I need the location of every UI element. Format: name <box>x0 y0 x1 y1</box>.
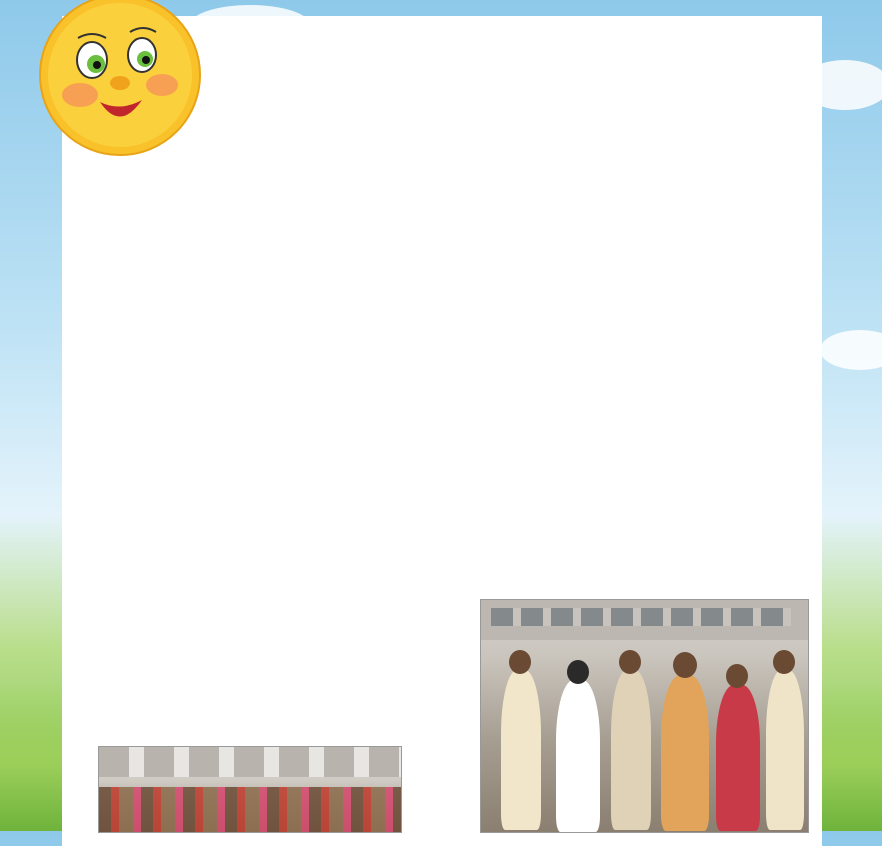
auditorium-photo <box>98 746 402 833</box>
smiling-sun-icon <box>0 0 260 250</box>
right-flower-border <box>800 0 882 831</box>
orientation-photo <box>480 599 809 833</box>
